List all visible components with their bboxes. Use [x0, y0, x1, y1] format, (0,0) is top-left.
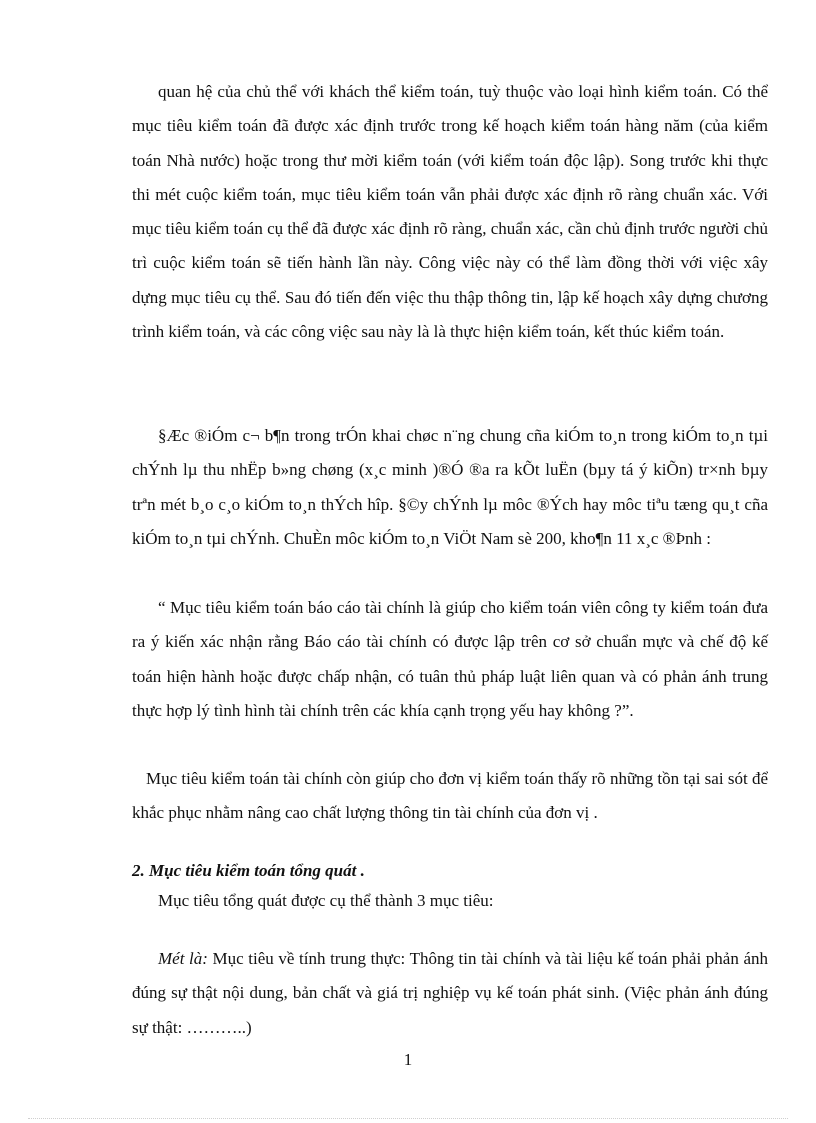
paragraph-quote: “ Mục tiêu kiểm toán báo cáo tài chính là giúp cho kiểm toán viên công ty kiểm toán đưa ra ý kiến xác nhận rằng Báo cáo tài chính có được lập trên cơ sở chuẩn mực và chế độ kế toán hiện hành hoặc được chấp nhận, có tuân thủ pháp luật liên quan và có phản ánh trung thực hợp lý tình hình tài chính trên các khía cạnh trọng yếu hay không ?”. [132, 598, 768, 720]
paragraph-first-objective [132, 942, 768, 1045]
paragraph-encoded-text: §Æc ®iÓm c¬ b¶n trong trÓn khai chøc n¨ng chung cña kiÓm to¸n trong kiÓm to¸n tµi chÝnh lµ thu nhËp b»ng chøng (x¸c minh )®Ó ®a ra kÕt luËn (bµy tá ý kiÕn) tr×nh bµy trªn mét b¸o c¸o kiÓm to¸n thÝch hîp. §©y chÝnh lµ môc ®Ých hay môc tiªu tæng qu¸t cña kiÓm to¸n tµi chÝnh. ChuÈn môc kiÓm to¸n ViÖt Nam sè 200, kho¶n 11 x¸c ®Þnh : [132, 426, 768, 548]
page-number: 1 [403, 1050, 413, 1069]
objective-label: Mét là: [158, 949, 208, 968]
paragraph-purpose-context: quan hệ của chủ thể với khách thể kiểm toán, tuỳ thuộc vào loại hình kiểm toán. Có thể mục tiêu kiểm toán đã được xác định trước trong kế hoạch kiểm toán hàng năm (của kiểm toán Nhà nước) hoặc trong thư mời kiểm toán (với kiểm toán độc lập). Song trước khi thực thi mét cuộc kiểm toán, mục tiêu kiểm toán vẫn phải được xác định rõ ràng chuẩn xác. Với mục tiêu kiểm toán cụ thể đã được xác định rõ ràng, chuẩn xác, cần chủ định trước người chủ trì cuộc kiểm toán sẽ tiến hành lần này. Công việc này có thể làm đồng thời với việc xây dựng mục tiêu cụ thể. Sau đó tiến đến việc thu thập thông tin, lập kế hoạch xây dựng chương trình kiểm toán, và các công việc sau này là là thực hiện kiểm toán, kết thúc kiểm toán. [132, 82, 768, 342]
page-bottom-divider [28, 1118, 788, 1119]
objective-text: Mục tiêu về tính trung thực: Thông tin tài chính và tài liệu kế toán phải phản ánh đúng sự thật nội dung, bản chất và giá trị nghiệp vụ kế toán phát sinh. (Việc phản ánh đúng sự thật: ………..) [132, 949, 768, 1037]
paragraph-objectives-intro: Mục tiêu tổng quát được cụ thể thành 3 mục tiêu: [158, 891, 494, 910]
paragraph-financial-audit-goal: Mục tiêu kiểm toán tài chính còn giúp cho đơn vị kiểm toán thấy rõ những tồn tại sai sót để khắc phục nhằm nâng cao chất lượng thông tin tài chính của đơn vị . [132, 769, 768, 823]
section-heading: 2. Mục tiêu kiểm toán tổng quát . [132, 861, 365, 880]
